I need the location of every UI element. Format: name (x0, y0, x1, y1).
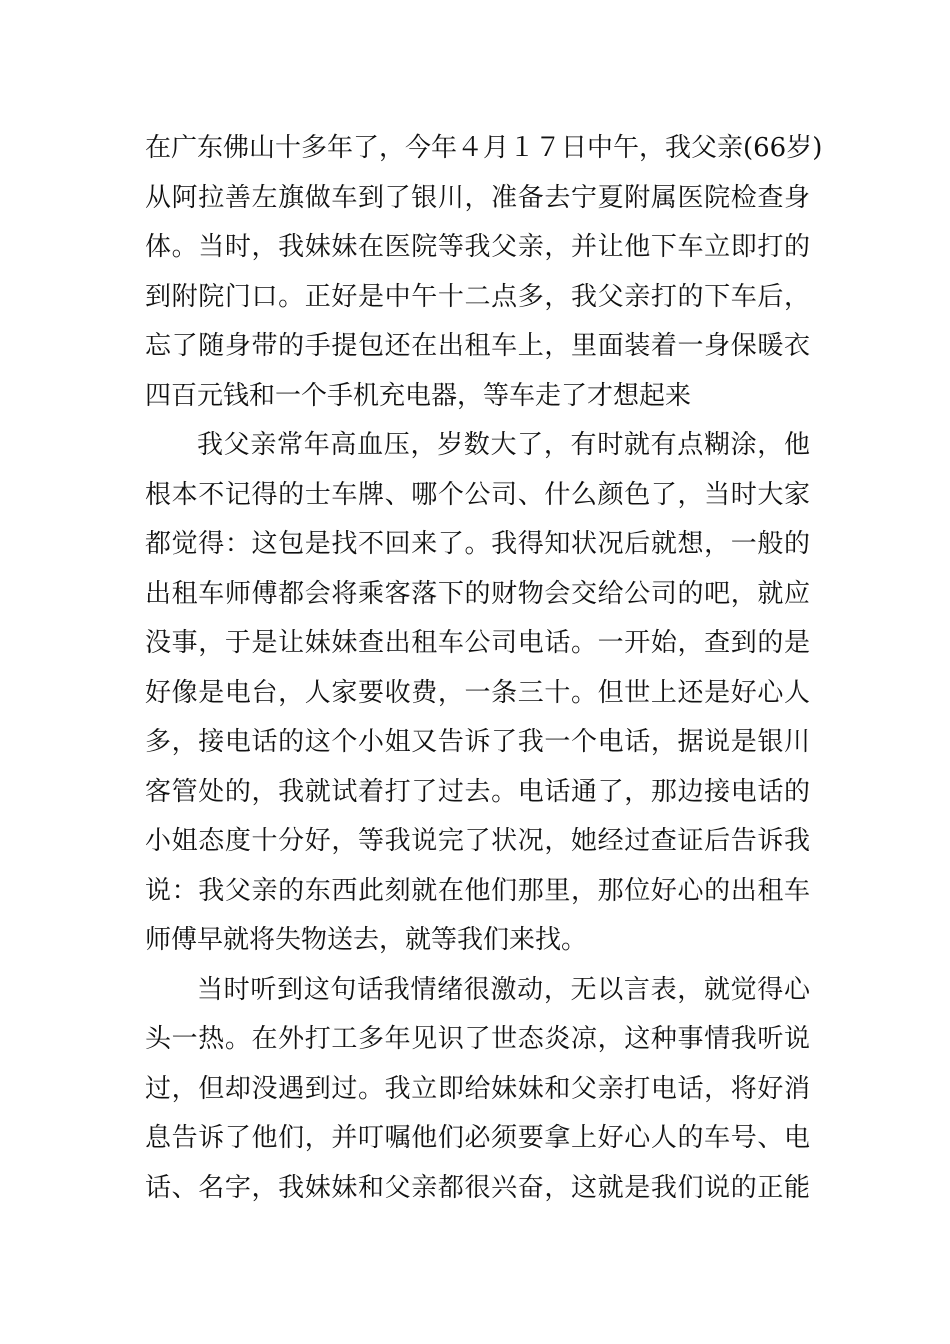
paragraph-1 (145, 124, 823, 421)
text-line: 当时听到这句话我情绪很激动，无以言表，就觉得心 (197, 974, 810, 1005)
article-body (145, 124, 823, 1213)
paragraph-2 (145, 421, 810, 966)
text-line: 好像是电台，人家要收费，一条三十。但世上还是好心人 (145, 677, 810, 708)
text-line: 四百元钱和一个手机充电器，等车走了才想起来 (145, 380, 692, 411)
text-line: 在广东佛山十多年了，今年４月１７日中午，我父亲(66岁) (145, 133, 823, 163)
text-line: 体。当时，我妹妹在医院等我父亲，并让他下车立即打的 (145, 232, 810, 262)
text-line: 多，接电话的这个小姐又告诉了我一个电话，据说是银川 (145, 727, 810, 757)
text-line: 出租车师傅都会将乘客落下的财物会交给公司的吧，就应 (145, 578, 810, 609)
text-line: 忘了随身带的手提包还在出租车上，里面装着一身保暖衣 (145, 331, 810, 361)
text-line: 我父亲常年高血压，岁数大了，有时就有点糊涂，他 (197, 430, 810, 460)
paragraph-3 (145, 966, 810, 1214)
text-line: 息告诉了他们，并叮嘱他们必须要拿上好心人的车号、电 (145, 1123, 810, 1153)
text-line: 头一热。在外打工多年见识了世态炎凉，这种事情我听说 (145, 1024, 810, 1054)
text-line: 到附院门口。正好是中午十二点多，我父亲打的下车后， (145, 281, 810, 312)
text-line: 话、名字，我妹妹和父亲都很兴奋，这就是我们说的正能 (145, 1172, 810, 1203)
text-line: 没事，于是让妹妹查出租车公司电话。一开始，查到的是 (145, 628, 810, 658)
text-line: 说：我父亲的东西此刻就在他们那里，那位好心的出租车 (145, 875, 810, 906)
text-line: 客管处的，我就试着打了过去。电话通了，那边接电话的 (145, 776, 810, 807)
text-line: 都觉得：这包是找不回来了。我得知状况后就想，一般的 (145, 529, 810, 559)
text-line: 从阿拉善左旗做车到了银川，准备去宁夏附属医院检查身 (145, 182, 810, 213)
text-line: 根本不记得的士车牌、哪个公司、什么颜色了，当时大家 (145, 479, 810, 510)
text-line: 师傅早就将失物送去，就等我们来找。 (145, 925, 588, 955)
text-line: 小姐态度十分好，等我说完了状况，她经过查证后告诉我 (145, 826, 810, 856)
text-line: 过，但却没遇到过。我立即给妹妹和父亲打电话，将好消 (145, 1073, 810, 1104)
